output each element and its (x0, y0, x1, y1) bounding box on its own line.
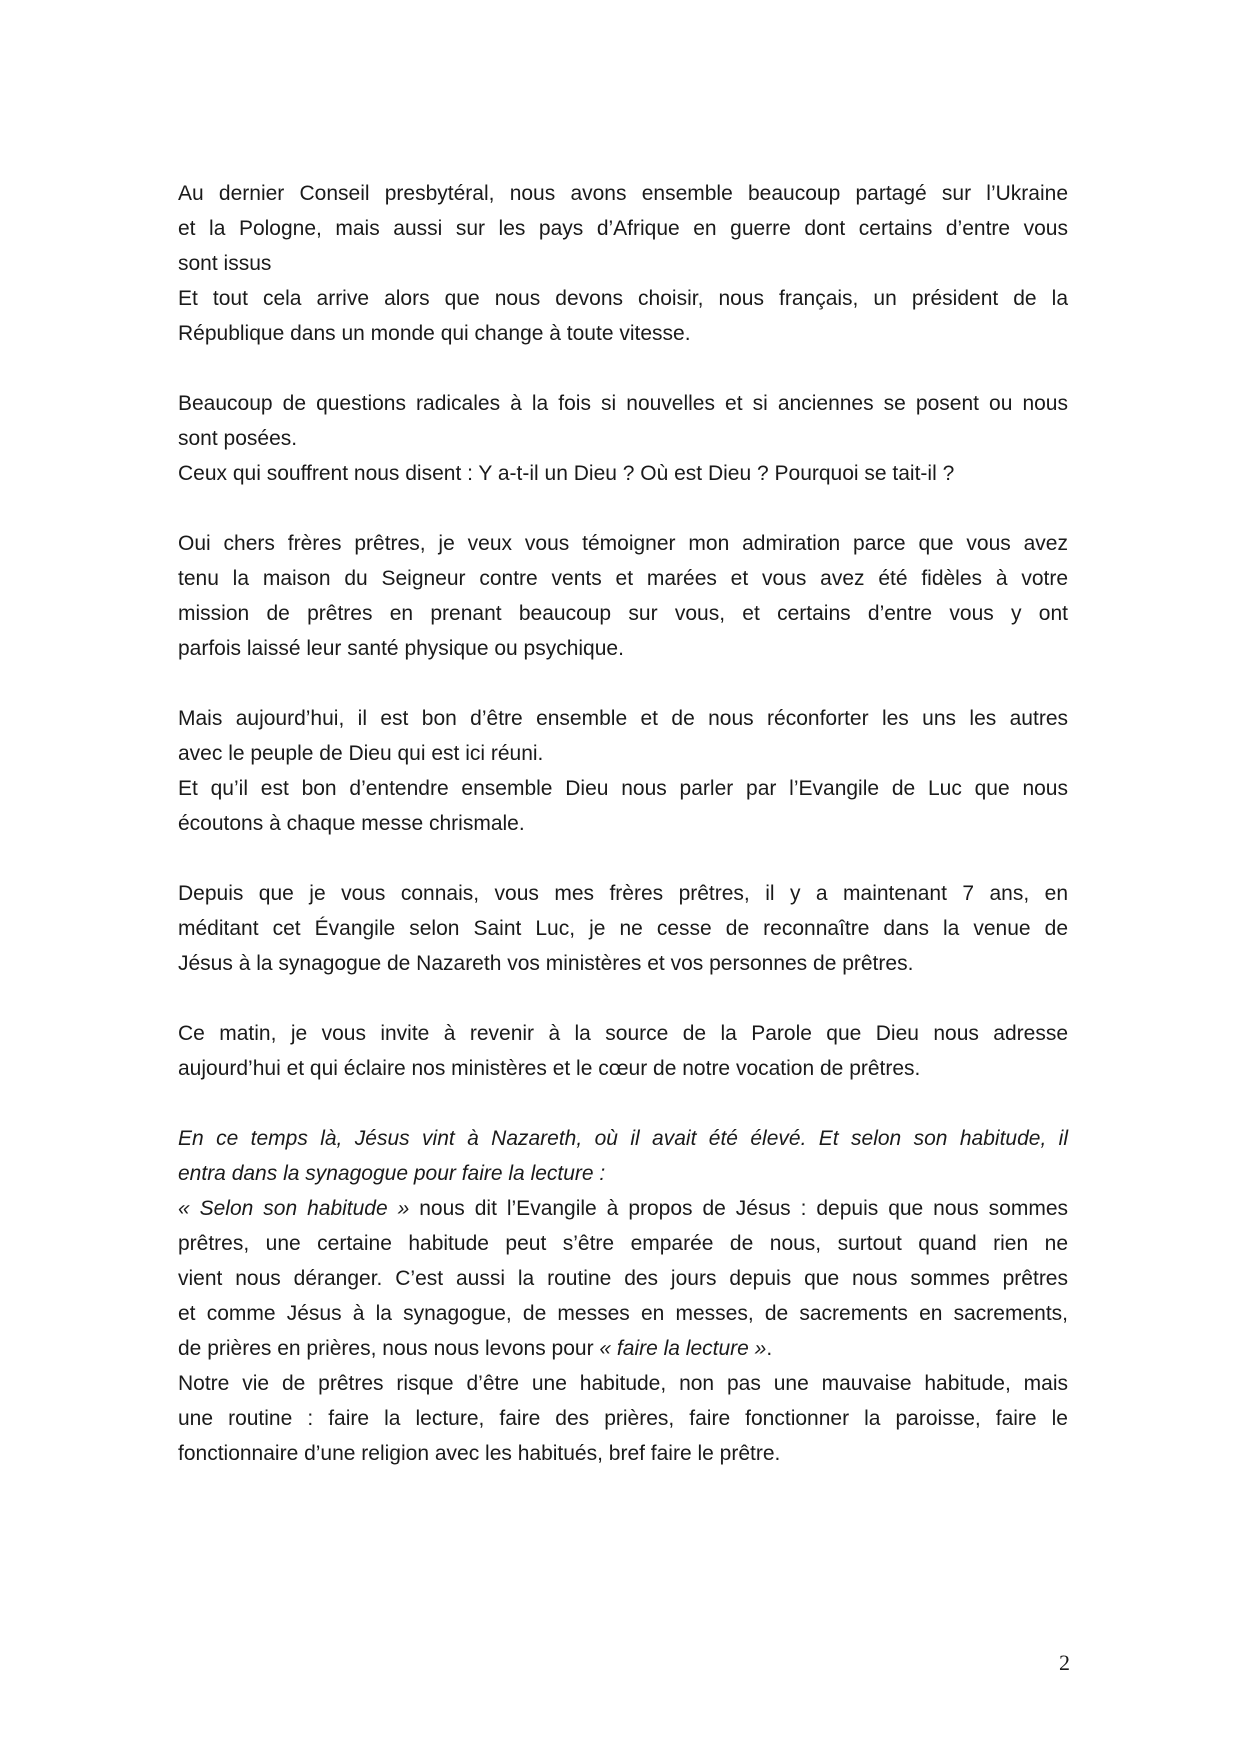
line-text: Depuis que je vous connais, vous mes frères prêtres, il y a maintenant 7 ans, en (178, 882, 1068, 905)
text-line (178, 1296, 1068, 1331)
line-text: et la Pologne, mais aussi sur les pays d’Afrique en guerre dont certains d’entre vous (178, 217, 1068, 240)
text-line (178, 561, 1068, 596)
line-text: République dans un monde qui change à toute vitesse. (178, 322, 691, 345)
text-line (178, 701, 1068, 736)
paragraph (178, 526, 1068, 666)
paragraph (178, 176, 1068, 351)
text-line (178, 1401, 1068, 1436)
italic-quote: entra dans la synagogue pour faire la lecture : (178, 1162, 606, 1185)
line-text: avec le peuple de Dieu qui est ici réuni. (178, 742, 544, 765)
text-line (178, 526, 1068, 561)
text-line (178, 456, 1068, 491)
text-line (178, 1226, 1068, 1261)
line-text: une routine : faire la lecture, faire des prières, faire fonctionner la paroisse, faire le (178, 1407, 1068, 1430)
italic-quote: En ce temps là, Jésus vint à Nazareth, où il avait été élevé. Et selon son habitude, il (178, 1127, 1068, 1150)
line-text: Beaucoup de questions radicales à la fois si nouvelles et si anciennes se posent ou nous (178, 392, 1068, 415)
line-text: Ce matin, je vous invite à revenir à la source de la Parole que Dieu nous adresse (178, 1022, 1068, 1045)
text-line (178, 176, 1068, 211)
text-line (178, 1261, 1068, 1296)
paragraph (178, 1016, 1068, 1086)
text-line (178, 211, 1068, 246)
text-line (178, 281, 1068, 316)
paragraph (178, 1121, 1068, 1471)
line-text: Ceux qui souffrent nous disent : Y a-t-il un Dieu ? Où est Dieu ? Pourquoi se tait-il ? (178, 462, 955, 485)
line-text: Mais aujourd’hui, il est bon d’être ensemble et de nous réconforter les uns les autres (178, 707, 1068, 730)
line-text: parfois laissé leur santé physique ou psychique. (178, 637, 624, 660)
text-line (178, 1121, 1068, 1156)
line-text: sont issus (178, 252, 272, 275)
paragraph (178, 876, 1068, 981)
line-text: aujourd’hui et qui éclaire nos ministères et le cœur de notre vocation de prêtres. (178, 1057, 921, 1080)
line-text: fonctionnaire d’une religion avec les habitués, bref faire le prêtre. (178, 1442, 781, 1465)
text-line (178, 596, 1068, 631)
text-line (178, 1051, 1068, 1086)
page-body (178, 176, 1068, 1471)
text-line (178, 1191, 1068, 1226)
text-line (178, 1436, 1068, 1471)
text-line (178, 386, 1068, 421)
text-line (178, 1156, 1068, 1191)
line-text: Oui chers frères prêtres, je veux vous témoigner mon admiration parce que vous avez (178, 532, 1068, 555)
line-text: de prières en prières, nous nous levons pour (178, 1337, 600, 1360)
line-text: écoutons à chaque messe chrismale. (178, 812, 525, 835)
line-text: nous dit l’Evangile à propos de Jésus : depuis que nous sommes (409, 1197, 1069, 1220)
line-text: sont posées. (178, 427, 298, 450)
text-line (178, 946, 1068, 981)
line-text: Et tout cela arrive alors que nous devons choisir, nous français, un président de la (178, 287, 1068, 310)
line-text: et comme Jésus à la synagogue, de messes en messes, de sacrements en sacrements, (178, 1302, 1068, 1325)
text-line (178, 911, 1068, 946)
text-line (178, 1016, 1068, 1051)
text-line (178, 771, 1068, 806)
italic-quote: « Selon son habitude » (178, 1197, 410, 1220)
paragraph (178, 701, 1068, 841)
paragraph (178, 386, 1068, 491)
line-text: mission de prêtres en prenant beaucoup sur vous, et certains d’entre vous y ont (178, 602, 1068, 625)
text-line (178, 1366, 1068, 1401)
italic-quote: « faire la lecture » (599, 1337, 767, 1360)
text-line (178, 736, 1068, 771)
text-line (178, 876, 1068, 911)
text-line (178, 806, 1068, 841)
text-line (178, 631, 1068, 666)
line-text: tenu la maison du Seigneur contre vents et marées et vous avez été fidèles à votre (178, 567, 1068, 590)
line-text: Et qu’il est bon d’entendre ensemble Dieu nous parler par l’Evangile de Luc que nous (178, 777, 1068, 800)
line-tail: . (766, 1337, 773, 1360)
line-text: Jésus à la synagogue de Nazareth vos ministères et vos personnes de prêtres. (178, 952, 914, 975)
page-number: 2 (1059, 1650, 1070, 1675)
line-text: Au dernier Conseil presbytéral, nous avons ensemble beaucoup partagé sur l’Ukraine (178, 182, 1068, 205)
text-line (178, 246, 1068, 281)
line-text: vient nous déranger. C’est aussi la routine des jours depuis que nous sommes prêtres (178, 1267, 1068, 1290)
line-text: prêtres, une certaine habitude peut s’être emparée de nous, surtout quand rien ne (178, 1232, 1068, 1255)
text-line (178, 1331, 1068, 1366)
line-text: Notre vie de prêtres risque d’être une habitude, non pas une mauvaise habitude, mais (178, 1372, 1068, 1395)
line-text: méditant cet Évangile selon Saint Luc, je ne cesse de reconnaître dans la venue de (178, 917, 1068, 940)
text-line (178, 316, 1068, 351)
text-line (178, 421, 1068, 456)
